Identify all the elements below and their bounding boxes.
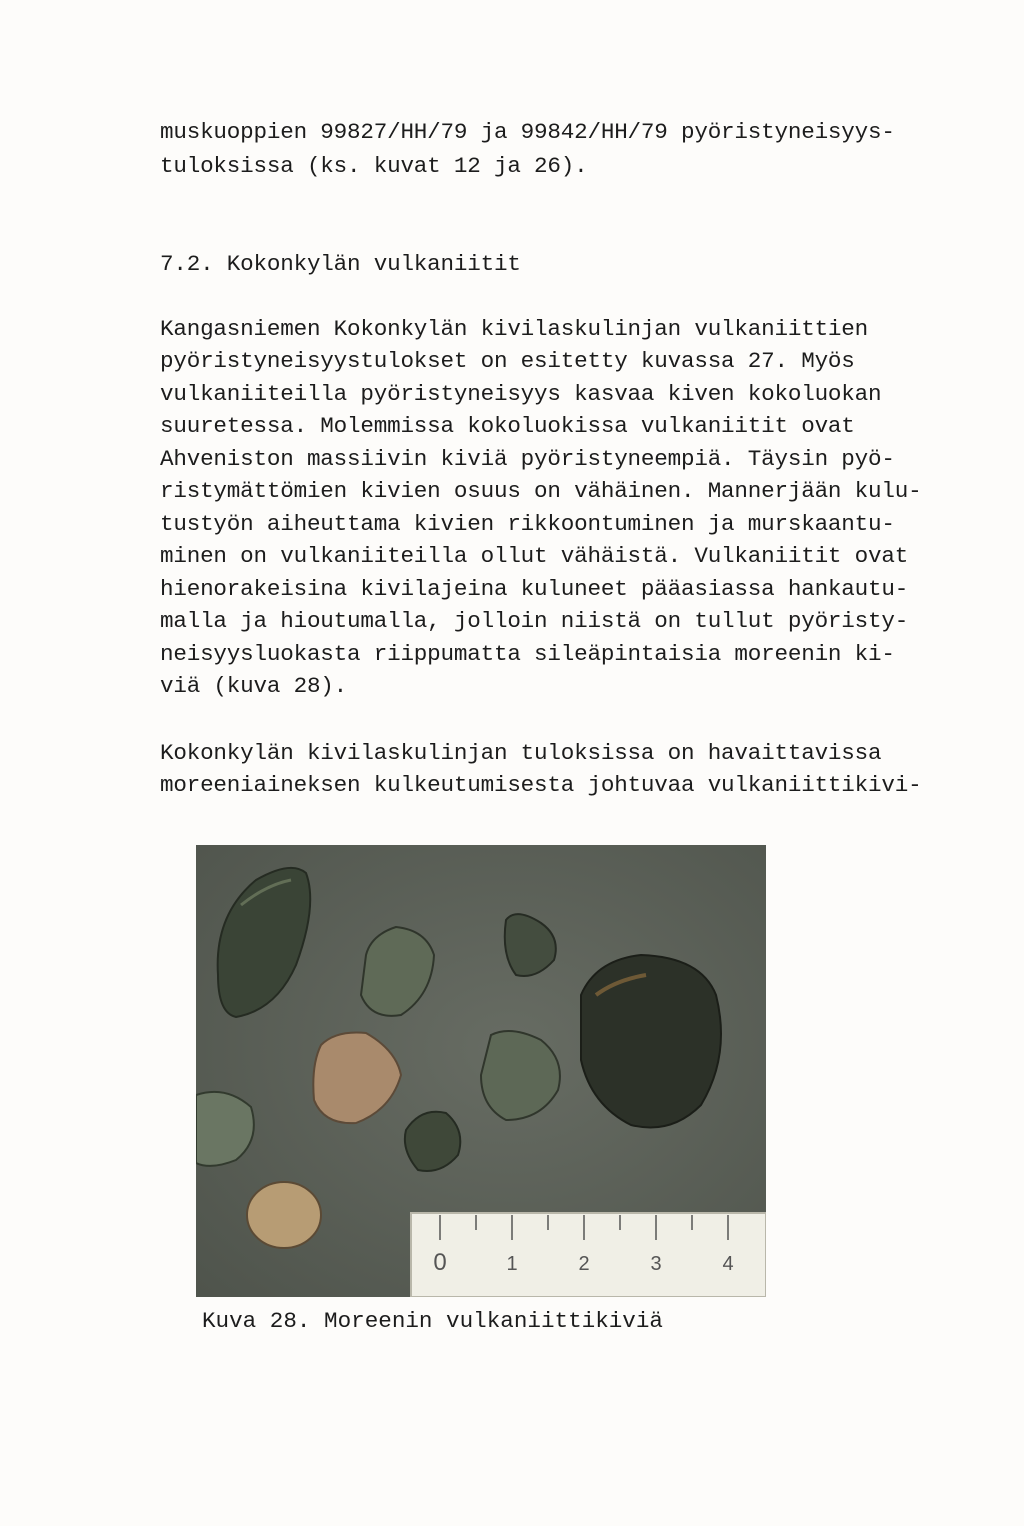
ruler-label: 0 <box>433 1249 447 1276</box>
rock-4 <box>581 955 721 1128</box>
ruler-label: 4 <box>722 1253 734 1275</box>
intro-line-1: muskuoppien 99827/HH/79 ja 99842/HH/79 pyöristyneisyys- <box>160 119 895 145</box>
paragraph-1-line: hienorakeisina kivilajeina kuluneet pääasiassa hankautu- <box>160 576 909 602</box>
paragraph-1-line: Kangasniemen Kokonkylän kivilaskulinjan vulkaniittien <box>160 316 868 342</box>
ruler <box>411 1213 766 1297</box>
rock-7 <box>405 1112 460 1171</box>
paragraph-1-line: neisyysluokasta riippumatta sileäpintaisia moreenin ki- <box>160 641 895 667</box>
ruler-label: 2 <box>578 1253 590 1275</box>
paragraph-2-line: moreeniaineksen kulkeutumisesta johtuvaa vulkaniittikivi- <box>160 772 922 798</box>
rock-photograph-drawing <box>196 845 766 1297</box>
paragraph-1-line: vulkaniiteilla pyöristyneisyys kasvaa kiven kokoluokan <box>160 381 882 407</box>
ruler-label: 1 <box>506 1253 518 1275</box>
figure-caption: Kuva 28. Moreenin vulkaniittikiviä <box>202 1308 663 1334</box>
intro-line-2: tuloksissa (ks. kuvat 12 ja 26). <box>160 153 588 179</box>
paragraph-1-line: ristymättömien kivien osuus on vähäinen. Mannerjään kulu- <box>160 478 922 504</box>
paragraph-2-line: Kokonkylän kivilaskulinjan tuloksissa on havaittavissa <box>160 740 882 766</box>
paragraph-1-line: Ahveniston massiivin kiviä pyöristyneempiä. Täysin pyö- <box>160 446 895 472</box>
paragraph-1-line: minen on vulkaniiteilla ollut vähäistä. Vulkaniitit ovat <box>160 543 909 569</box>
paragraph-1-line: viä (kuva 28). <box>160 673 348 699</box>
paragraph-1-line: malla ja hioutumalla, jolloin niistä on tullut pyöristy- <box>160 608 909 634</box>
section-heading: 7.2. Kokonkylän vulkaniitit <box>160 251 521 277</box>
ruler-label: 3 <box>650 1253 662 1275</box>
paragraph-1-line: tustyön aiheuttama kivien rikkoontuminen ja murskaantu- <box>160 511 895 537</box>
paragraph-1-line: pyöristyneisyystulokset on esitetty kuvassa 27. Myös <box>160 348 855 374</box>
rock-9 <box>247 1182 321 1248</box>
rock-photograph <box>196 845 766 1297</box>
paragraph-1-line: suuretessa. Molemmissa kokoluokissa vulkaniitit ovat <box>160 413 855 439</box>
